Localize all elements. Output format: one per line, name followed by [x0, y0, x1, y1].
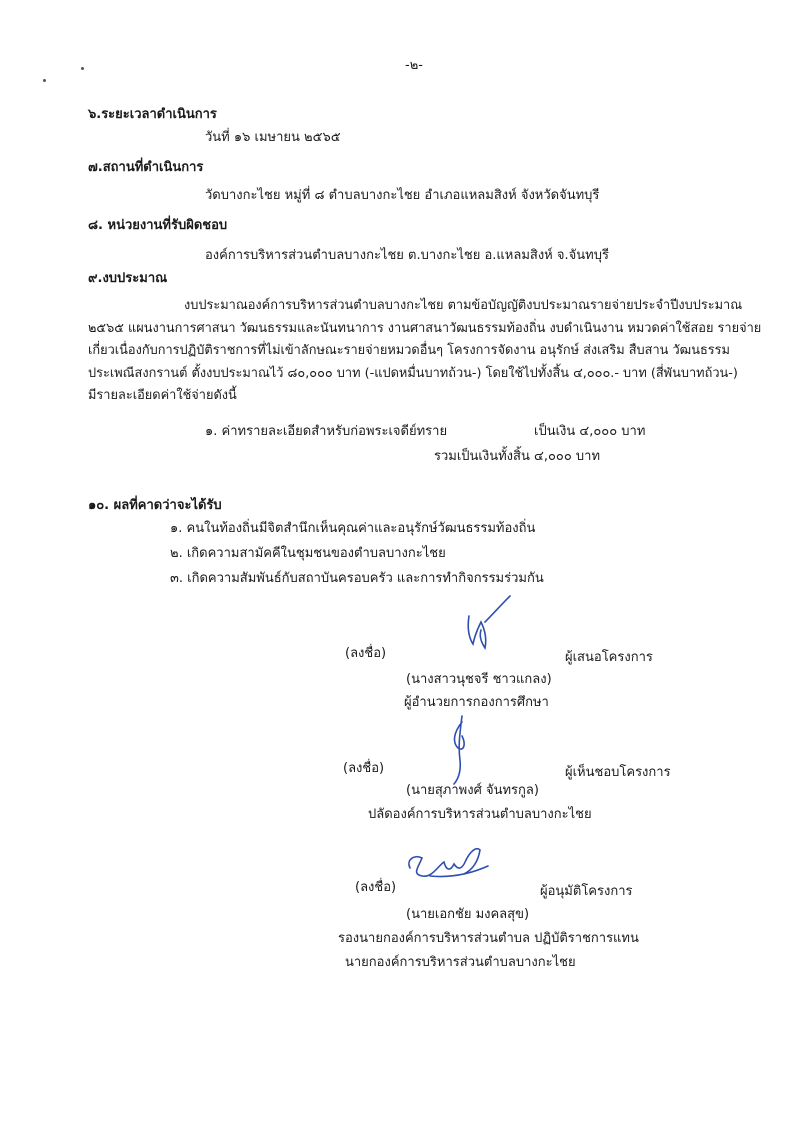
signature-3-name: (นายเอกชัย มงคลสุข): [406, 907, 530, 922]
budget-line: งบประมาณองค์การบริหารส่วนตำบลบางกะไชย ตามข้อบัญญัติงบประมาณรายจ่ายประจำปีงบประมาณ: [184, 298, 743, 313]
signature-2-ink: [440, 712, 480, 787]
expected-result-item: ๑. คนในท้องถิ่นมีจิตสำนึกเห็นคุณค่าและอนุรักษ์วัฒนธรรมท้องถิ่น: [170, 521, 536, 536]
section-10-heading: ๑๐. ผลที่คาดว่าจะได้รับ: [88, 498, 222, 513]
signature-3-ink: [400, 840, 495, 890]
signature-1-role: ผู้เสนอโครงการ: [565, 650, 653, 665]
budget-line: มีรายละเอียดค่าใช้จ่ายดังนี้: [88, 388, 237, 403]
expected-result-item: ๓. เกิดความสัมพันธ์กับสถาบันครอบครัว และการทำกิจกรรมร่วมกัน: [170, 571, 544, 586]
budget-item-label: ๑. ค่าทรายละเอียดสำหรับก่อพระเจดีย์ทราย: [205, 424, 448, 439]
signature-1-name: (นางสาวนุชจรี ชาวแกลง): [406, 672, 552, 687]
budget-total: รวมเป็นเงินทั้งสิ้น ๔,๐๐๐ บาท: [434, 449, 601, 464]
signature-3-title-line: นายกองค์การบริหารส่วนตำบลบางกะไชย: [345, 955, 576, 970]
signature-2-title: ปลัดองค์การบริหารส่วนตำบลบางกะไชย: [368, 807, 592, 822]
signature-1-ink: [455, 592, 525, 662]
section-8-value: องค์การบริหารส่วนตำบลบางกะไชย ต.บางกะไชย อ.แหลมสิงห์ จ.จันทบุรี: [205, 248, 609, 263]
budget-line: ๒๕๖๕ แผนงานการศาสนา วัฒนธรรมและนันทนาการ งานศาสนาวัฒนธรรมท้องถิ่น งบดำเนินงาน หมวดค่าใช้สอย รายจ่าย: [88, 320, 762, 336]
section-8-heading: ๘. หน่วยงานที่รับผิดชอบ: [88, 218, 228, 233]
signature-1-sign-label: (ลงชื่อ): [345, 646, 387, 661]
page-number: -๒-: [405, 58, 423, 73]
section-7-value: วัดบางกะไชย หมู่ที่ ๘ ตำบลบางกะไชย อำเภอแหลมสิงห์ จังหวัดจันทบุรี: [205, 188, 600, 203]
budget-line: เกี่ยวเนื่องกับการปฏิบัติราชการที่ไม่เข้าลักษณะรายจ่ายหมวดอื่นๆ โครงการจัดงาน อนุรักษ์ ส่งเสริม สืบสาน วัฒนธรรม: [88, 343, 730, 358]
budget-item-amount: เป็นเงิน ๔,๐๐๐ บาท: [534, 424, 646, 439]
signature-3-title-line: รองนายกองค์การบริหารส่วนตำบล ปฏิบัติราชการแทน: [338, 931, 639, 946]
scan-speck: [43, 79, 46, 82]
signature-1-title: ผู้อำนวยการกองการศึกษา: [404, 695, 549, 710]
section-7-heading: ๗.สถานที่ดำเนินการ: [88, 160, 204, 175]
signature-2-sign-label: (ลงชื่อ): [343, 761, 385, 776]
signature-3-sign-label: (ลงชื่อ): [355, 880, 397, 895]
signature-2-name: (นายสุภาพงศ์ จันทรกูล): [406, 783, 539, 798]
section-6-value: วันที่ ๑๖ เมษายน ๒๕๖๕: [205, 130, 341, 145]
signature-2-role: ผู้เห็นชอบโครงการ: [565, 765, 671, 780]
signature-3-role: ผู้อนุมัติโครงการ: [540, 884, 633, 899]
scan-speck: [81, 67, 84, 70]
section-9-heading: ๙.งบประมาณ: [88, 271, 168, 286]
section-6-heading: ๖.ระยะเวลาดำเนินการ: [88, 107, 217, 122]
expected-result-item: ๒. เกิดความสามัคคีในชุมชนของตำบลบางกะไชย: [170, 546, 446, 561]
budget-paragraph: [88, 295, 762, 408]
budget-line: ประเพณีสงกรานต์ ตั้งงบประมาณไว้ ๘๐,๐๐๐ บาท (-แปดหมื่นบาทถ้วน-) โดยใช้ไปทั้งสิ้น ๔,๐๐๐.- บาท (สี่พันบาทถ้วน-): [88, 365, 738, 381]
